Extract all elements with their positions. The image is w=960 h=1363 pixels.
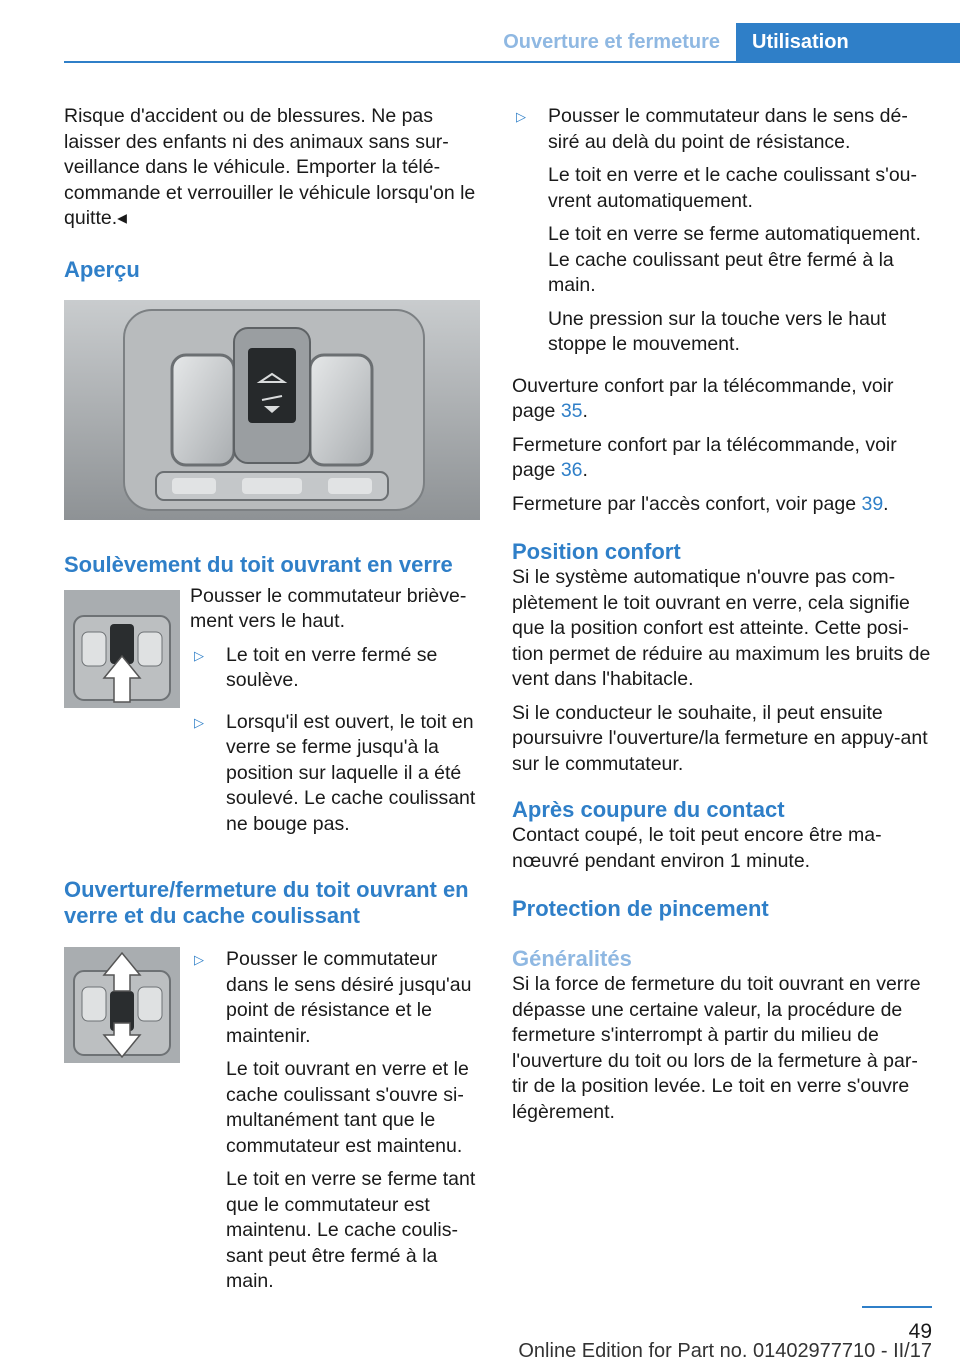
bullet-text: Le toit en verre et le cache coulissant s'ou-vrent automatiquement.	[548, 164, 918, 212]
generalites-heading: Généralités	[512, 946, 632, 971]
page-link[interactable]: 35	[560, 400, 583, 422]
page-number: 49	[862, 1306, 932, 1344]
list-item	[190, 643, 484, 702]
bullet-text: Le toit ouvrant en verre et le cache coulissant s'ouvre si-multanément tant que le commutateur est maintenu.	[226, 1058, 469, 1157]
triangle-right-icon: ▷	[194, 714, 204, 730]
bullet-text: Pousser le commutateur dans le sens désiré jusqu'au point de résistance et le maintenir.	[226, 948, 472, 1047]
page-link[interactable]: 36	[560, 459, 583, 481]
header-rule	[64, 61, 960, 63]
intro-warning: Risque d'accident ou de blessures. Ne pas laisser des enfants ni des animaux sans sur-veillance dans le véhicule. Emporter la télé-commande et verrouiller le véhicule lorsqu'on le quitte.◂	[64, 105, 476, 229]
bullet-text: Une pression sur la touche vers le haut stoppe le mouvement.	[548, 307, 887, 355]
right-column	[512, 104, 932, 1133]
position-paragraph-1: Si le système automatique n'ouvre pas com-plètement le toit ouvrant en verre, cela signifie que la position confort est atteinte. Cette posi-tion permet de réduire au maximum les bruits de vent dans l'habitacle.	[512, 566, 931, 690]
list-item	[190, 947, 484, 1303]
bullet-text: Le toit en verre fermé se soulève.	[226, 643, 438, 691]
switch-lift-photo	[64, 590, 180, 708]
triangle-right-icon: ▷	[516, 109, 526, 124]
confort-open-ref: Ouverture confort par la télécommande, voir page 35.	[512, 374, 894, 422]
apercu-heading: Aperçu	[64, 256, 140, 282]
bullet-text: Lorsqu'il est ouvert, le toit en verre se ferme jusqu'à la position sur laquelle il a été soulevé. Le cache coulissant ne bouge pas.	[226, 710, 476, 835]
apres-heading: Après coupure du contact	[512, 797, 785, 822]
bullet-text: Le toit en verre se ferme tant que le commutateur est maintenu. Le cache coulis-sant peut être fermé à la main.	[226, 1168, 476, 1292]
ouverture-block	[64, 947, 484, 1311]
protection-heading: Protection de pincement	[512, 896, 769, 921]
triangle-right-icon: ▷	[194, 952, 204, 967]
ouverture-heading: Ouverture/fermeture du toit ouvrant en verre et du cache coulissant	[64, 877, 469, 928]
generalites-paragraph: Si la force de fermeture du toit ouvrant en verre dépasse une certaine valeur, la procédure de fermeture s'interrompt à partir du milieu de l'ouverture du toit ou lors de la fermeture à par-tir de la position levée. Le toit en verre s'ouvre légèrement.	[512, 973, 921, 1123]
acces-close-ref: Fermeture par l'accès confort, voir page 39.	[512, 492, 889, 515]
header-tab: Utilisation	[736, 23, 960, 63]
left-column	[64, 104, 484, 1311]
position-paragraph-2: Si le conducteur le souhaite, il peut ensuite poursuivre l'ouverture/la fermeture en appuy-ant sur le commutateur.	[512, 701, 928, 775]
confort-close-ref: Fermeture confort par la télécommande, voir page 36.	[512, 433, 897, 481]
list-item	[512, 104, 932, 366]
bullet-text: Le toit en verre se ferme automatiquement. Le cache coulissant peut être fermé à la main.	[548, 223, 921, 296]
footer-edition: Online Edition for Part no. 01402977710 - II/17	[518, 1340, 932, 1362]
list-item	[190, 710, 484, 846]
page-link[interactable]: 39	[861, 492, 884, 515]
apres-paragraph: Contact coupé, le toit peut encore être ma-nœuvré pendant environ 1 minute.	[512, 824, 882, 872]
soulevement-lead: Pousser le commutateur briève-ment vers le haut.	[190, 584, 467, 632]
switch-updown-photo	[64, 947, 180, 1063]
soulevement-heading: Soulèvement du toit ouvrant en verre	[64, 551, 453, 577]
header-section-title: Ouverture et fermeture	[503, 31, 720, 53]
triangle-right-icon: ▷	[194, 647, 204, 663]
overview-photo	[64, 300, 480, 520]
position-heading: Position confort	[512, 539, 681, 564]
soulevement-block	[64, 584, 484, 854]
bullet-text: Pousser le commutateur dans le sens dé-siré au delà du point de résistance.	[548, 105, 908, 153]
